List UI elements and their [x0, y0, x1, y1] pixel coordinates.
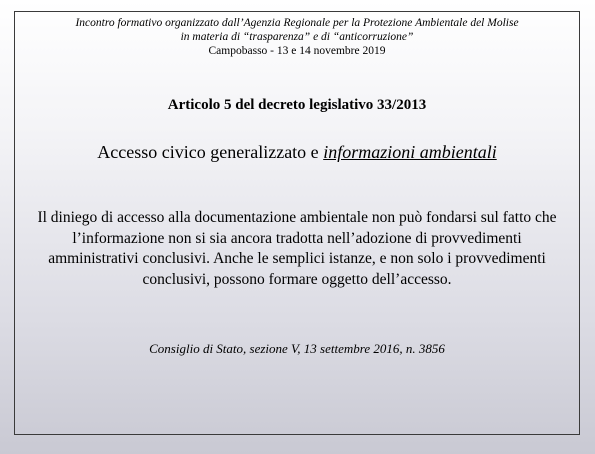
event-header	[14, 16, 580, 58]
body-text: Il diniego di accesso alla documentazione ambientale non può fondarsi sul fatto che l’informazione non si sia ancora tradotta nell’adozione di provvedimenti amministrativi conclusivi. Anche le semplici istanze, e non solo i provvedimenti conclusivi, possono formare oggetto dell’accesso.	[37, 209, 557, 288]
subtitle	[14, 142, 580, 163]
event-header-line-2: in materia di “trasparenza” e di “anticorruzione”	[180, 31, 414, 43]
event-header-line-1: Incontro formativo organizzato dall’Agenzia Regionale per la Protezione Ambientale del Molise	[75, 17, 519, 29]
article-title: Articolo 5 del decreto legislativo 33/2013	[167, 97, 427, 113]
subtitle-emphasis: informazioni ambientali	[323, 142, 497, 162]
citation: Consiglio di Stato, sezione V, 13 settembre 2016, n. 3856	[149, 341, 445, 356]
event-header-line-3: Campobasso - 13 e 14 novembre 2019	[208, 45, 386, 57]
subtitle-plain: Accesso civico generalizzato e	[97, 142, 324, 162]
